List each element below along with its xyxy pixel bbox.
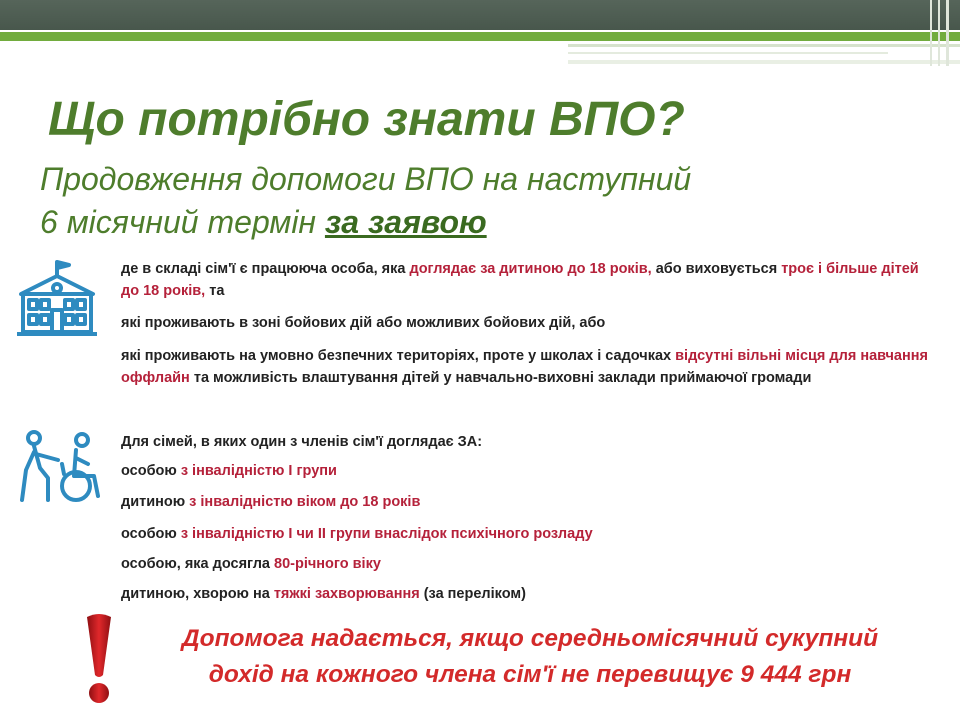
header-bar (0, 0, 960, 30)
care-item-4: особою, яка досягла 80-річного віку (121, 556, 381, 572)
header-stripe (938, 0, 940, 66)
subtitle-line-2 (40, 201, 691, 244)
income-notice (120, 621, 940, 693)
care-intro: Для сімей, в яких один з членів сім'ї доглядає ЗА: (121, 434, 483, 450)
header-stripe (930, 0, 932, 66)
care-item-5: дитиною, хворою на тяжкі захворювання (за переліком) (121, 586, 526, 602)
care-item-2: дитиною з інвалідністю віком до 18 років (121, 494, 421, 510)
subtitle-line-1: Продовження допомоги ВПО на наступний (40, 161, 692, 197)
subtitle-line-2-prefix: 6 місячний термін (40, 204, 325, 240)
condition-working-caregiver: де в складі сім'ї є працююча особа, яка доглядає за дитиною до 18 років, або виховується троє і більше дітей до 18 років, та (121, 261, 919, 299)
notice-line-1: Допомога надається, якщо середньомісячний сукупний (181, 625, 879, 652)
page-title: Що потрібно знати ВПО? (48, 93, 685, 146)
header-line (568, 52, 888, 54)
care-item-3: особою з інвалідністю І чи ІІ групи внаслідок психічного розладу (121, 526, 593, 542)
condition-no-offline-school: які проживають на умовно безпечних територіях, проте у школах і садочках відсутні вільні місця для навчання оффлайн та можливість влаштування дітей у навчально-виховні заклади приймаючої громади (121, 348, 928, 386)
header-line (568, 60, 960, 64)
notice-line-2: дохід на кожного члена сім'ї не перевищує 9 444 грн (208, 661, 852, 688)
header-stripe (946, 0, 949, 66)
header-line (568, 44, 960, 47)
page-subtitle (40, 158, 691, 244)
condition-combat-zone: які проживають в зоні бойових дій або можливих бойових дій, або (121, 315, 606, 331)
care-item-1: особою з інвалідністю І групи (121, 463, 337, 479)
exclamation-icon (82, 613, 116, 705)
caregiver-wheelchair-icon (18, 430, 108, 504)
header-accent-bar (0, 32, 960, 41)
school-icon (15, 258, 99, 340)
subtitle-highlight: за заявою (324, 204, 487, 240)
